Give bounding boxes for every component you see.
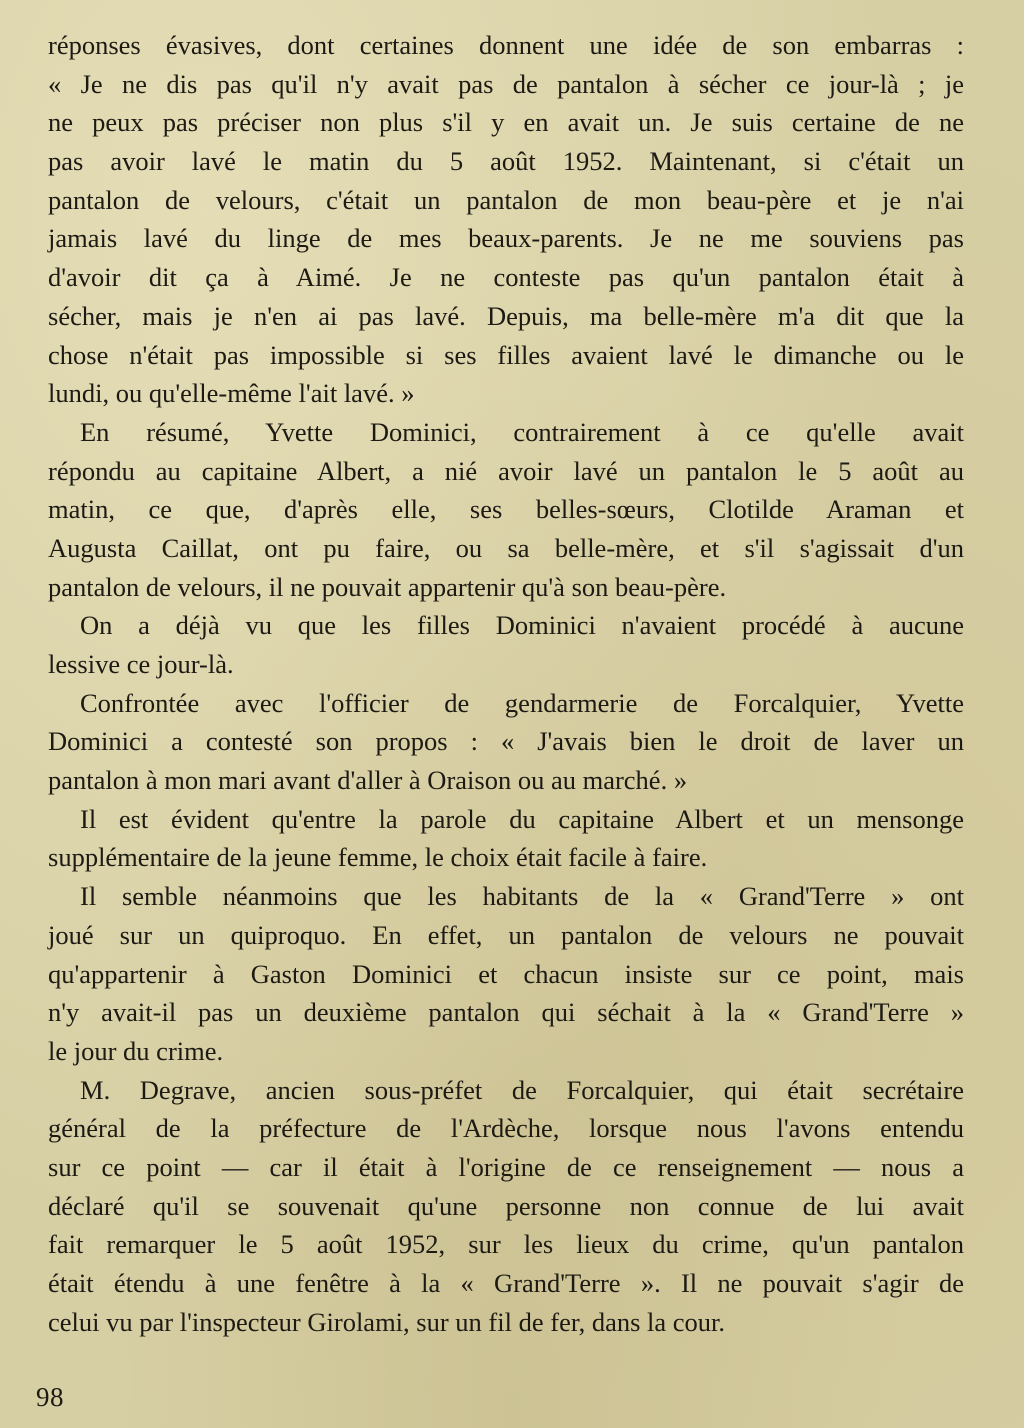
text-line: lessive ce jour-là. [48, 649, 234, 679]
text-line: chose n'était pas impossible si ses filles avaient lavé le dimanche ou le [48, 339, 964, 370]
text-line: ne peux pas préciser non plus s'il y en avait un. Je suis certaine de ne [48, 107, 964, 138]
paragraph [48, 1071, 964, 1342]
paragraph [48, 684, 964, 800]
text-line: Dominici a contesté son propos : « J'avais bien le droit de laver un [48, 726, 964, 757]
text-line: sur ce point — car il était à l'origine de ce renseignement — nous a [48, 1151, 964, 1182]
text-line: M. Degrave, ancien sous-préfet de Forcalquier, qui était secrétaire [80, 1074, 964, 1105]
text-line: Augusta Caillat, ont pu faire, ou sa belle-mère, et s'il s'agissait d'un [48, 532, 964, 563]
text-line: lundi, ou qu'elle-même l'ait lavé. » [48, 378, 415, 409]
text-line: jamais lavé du linge de mes beaux-parents. Je ne me souviens pas [48, 223, 964, 254]
text-line: joué sur un quiproquo. En effet, un pantalon de velours ne pouvait [48, 919, 964, 950]
text-line: réponses évasives, dont certaines donnent une idée de son embarras : [48, 30, 964, 60]
text-line: d'avoir dit ça à Aimé. Je ne conteste pas qu'un pantalon était à [48, 262, 964, 293]
text-line: pantalon de velours, c'était un pantalon de mon beau-père et je n'ai [48, 184, 964, 215]
text-line: pantalon à mon mari avant d'aller à Oraison ou au marché. » [48, 765, 688, 796]
text-line: En résumé, Yvette Dominici, contrairement à ce qu'elle avait [80, 416, 964, 447]
text-line: Il semble néanmoins que les habitants de la « Grand'Terre » ont [80, 881, 964, 912]
paragraph [48, 413, 964, 606]
body-text [48, 26, 964, 1341]
text-line: Il est évident qu'entre la parole du capitaine Albert et un mensonge [80, 803, 964, 834]
text-line: fait remarquer le 5 août 1952, sur les lieux du crime, qu'un pantalon [48, 1229, 964, 1260]
paragraph [48, 877, 964, 1070]
text-line: supplémentaire de la jeune femme, le choix était facile à faire. [48, 842, 708, 873]
text-line: « Je ne dis pas qu'il n'y avait pas de pantalon à sécher ce jour-là ; je [48, 68, 964, 99]
text-line: pas avoir lavé le matin du 5 août 1952. Maintenant, si c'était un [48, 146, 964, 177]
text-line: qu'appartenir à Gaston Dominici et chacun insiste sur ce point, mais [48, 958, 964, 989]
text-line: On a déjà vu que les filles Dominici n'avaient procédé à aucune [80, 610, 964, 641]
page-number: 98 [36, 1382, 64, 1412]
paragraph [48, 800, 964, 877]
text-line: matin, ce que, d'après elle, ses belles-sœurs, Clotilde Araman et [48, 494, 964, 525]
text-line: pantalon de velours, il ne pouvait appartenir qu'à son beau-père. [48, 571, 727, 602]
paragraph [48, 26, 964, 413]
paragraph [48, 606, 964, 683]
text-line: celui vu par l'inspecteur Girolami, sur un fil de fer, dans la cour. [48, 1306, 726, 1337]
text-line: était étendu à une fenêtre à la « Grand'Terre ». Il ne pouvait s'agir de [48, 1268, 964, 1298]
text-line: le jour du crime. [48, 1035, 224, 1066]
text-line: n'y avait-il pas un deuxième pantalon qui séchait à la « Grand'Terre » [48, 997, 964, 1028]
text-line: déclaré qu'il se souvenait qu'une personne non connue de lui avait [48, 1190, 964, 1221]
text-line: Confrontée avec l'officier de gendarmerie de Forcalquier, Yvette [80, 687, 964, 718]
text-line: répondu au capitaine Albert, a nié avoir lavé un pantalon le 5 août au [48, 455, 964, 486]
text-line: sécher, mais je n'en ai pas lavé. Depuis, ma belle-mère m'a dit que la [48, 300, 964, 331]
text-line: général de la préfecture de l'Ardèche, lorsque nous l'avons entendu [48, 1113, 964, 1144]
